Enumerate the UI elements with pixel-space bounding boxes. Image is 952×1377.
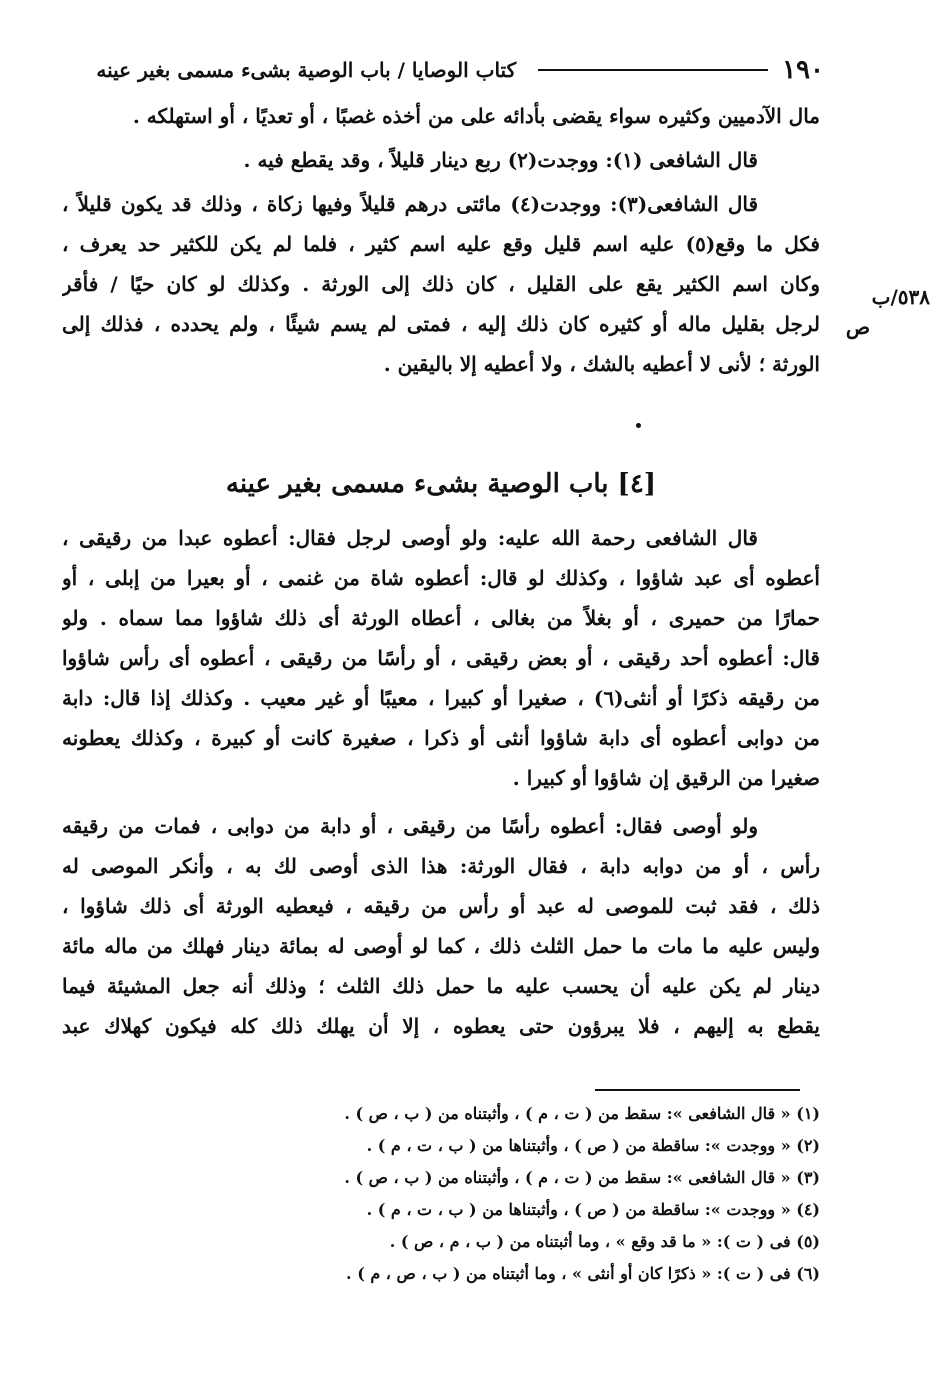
text-line: من رقيقه ذكرًا أو أنثى(٦) ، صغيرا أو كبيرا ، معيبًا أو غير معيب . وكذلك إذا قال: دابة	[62, 686, 820, 710]
text-line: مال الآدميين وكثيره سواء يقضى بأدائه على من أخذه غصبًا ، أو تعديًا ، أو استهلكه .	[132, 104, 820, 128]
text-line: قال الشافعى رحمة الله عليه: ولو أوصى لرجل فقال: أعطوه عبدا من رقيقى ،	[62, 526, 758, 550]
section-title: [٤] باب الوصية بشىء مسمى بغير عينه	[225, 469, 657, 499]
footnote: (١) « قال الشافعى »: سقط من ( ت ، م ) ، وأثبتناه من ( ب ، ص ) .	[344, 1104, 820, 1123]
footnote: (٦) فى ( ت ): « ذكرًا كان أو أنثى » ، وما أثبتناه من ( ب ، ص ، م ) .	[346, 1264, 820, 1283]
body-text-section	[62, 518, 820, 1046]
folio-reference: ٥٣٨/ب	[871, 285, 930, 309]
text-line: يقطع به إليهم ، فلا يبرؤون حتى يعطوه ، إلا أن يهلك ذلك كله فيكون كهلاك عبد	[62, 1014, 820, 1038]
text-line: قال: أعطوه أحد رقيقى ، أو بعض رقيقى ، أو رأسًا من رقيقى ، أعطوه أى رأس شاؤوا	[62, 646, 820, 670]
separator-dot	[636, 423, 641, 428]
text-line: رأس ، أو من دوابه دابة ، فقال الورثة: هذا الذى أوصى لك به ، وأنكر الموصى له	[62, 854, 820, 878]
text-line: حمارًا من حميرى ، أو بغلاً من بغالى ، أعطاه الورثة أى ذلك شاؤوا مما سماه . ولو	[62, 606, 820, 630]
footnote: (٤) « ووجدت »: ساقطة من ( ص ) ، وأثبتناها من ( ب ، ت ، م ) .	[366, 1200, 820, 1219]
footnote: (٥) فى ( ت ): « ما قد وقع » ، وما أثبتناه من ( ب ، م ، ص ) .	[389, 1232, 820, 1251]
text-line: وكان اسم الكثير يقع على القليل ، كان ذلك إلى الورثة . وكذلك لو كان حيًا / فأقر	[62, 272, 820, 296]
text-line: قال الشافعى (١): ووجدت(٢) ربع دينار قليلاً ، وقد يقطع فيه .	[243, 148, 758, 172]
manuscript-siglum: ص	[845, 315, 870, 339]
page-number: ١٩٠	[782, 55, 824, 85]
text-line: الورثة ؛ لأنى لا أعطيه بالشك ، ولا أعطيه إلا باليقين .	[383, 352, 820, 376]
footnote: (٢) « ووجدت »: ساقطة من ( ص ) ، وأثبتناها من ( ب ، ت ، م ) .	[366, 1136, 820, 1155]
margin-note	[830, 282, 930, 342]
text-line: صغيرا من الرقيق إن شاؤوا أو كبيرا .	[512, 766, 820, 790]
header-rule	[538, 69, 768, 71]
footnote-rule	[595, 1089, 800, 1091]
text-line: ذلك ، فقد ثبت للموصى له عبد أو رأس من رقيقه ، فيعطيه الورثة أى ذلك شاؤوا ،	[62, 894, 820, 918]
text-line: قال الشافعى(٣): ووجدت(٤) مائتى درهم قليلاً وفيها زكاة ، وذلك قد يكون قليلاً ،	[62, 192, 758, 216]
text-line: وليس عليه ما مات ما حمل الثلث ذلك ، كما لو أوصى له بمائة دينار فهلك من ماله مائة	[62, 934, 820, 958]
footnote: (٣) « قال الشافعى »: سقط من ( ت ، م ) ، وأثبتناه من ( ب ، ص ) .	[344, 1168, 820, 1187]
body-text-top	[62, 96, 820, 384]
footnotes	[290, 1098, 820, 1290]
text-line: لرجل بقليل ماله أو كثيره كان ذلك إليه ، فمتى لم يسم شيئًا ، ولم يحدده ، فذلك إلى	[62, 312, 820, 336]
text-line: أعطوه أى عبد شاؤوا ، وكذلك لو قال: أعطوه شاة من غنمى ، أو بعيرا من إبلى ، أو	[62, 566, 820, 590]
text-line: من دوابى أعطوه أى دابة شاؤوا أنثى أو ذكرا ، صغيرة كانت أو كبيرة ، وكذلك يعطونه	[62, 726, 820, 750]
text-line: فكل ما وقع(٥) عليه اسم قليل وقع عليه اسم كثير ، فلما لم يكن للكثير حد يعرف ،	[62, 232, 820, 256]
running-header	[62, 50, 824, 90]
header-title: كتاب الوصايا / باب الوصية بشىء مسمى بغير عينه	[96, 58, 517, 82]
text-line: دينار لم يكن عليه أن يحسب عليه ما حمل ذلك الثلث ؛ وذلك أنه جعل المشيئة فيما	[62, 974, 820, 998]
text-line: ولو أوصى فقال: أعطوه رأسًا من رقيقى ، أو دابة من دوابى ، فمات من رقيقه	[62, 814, 758, 838]
